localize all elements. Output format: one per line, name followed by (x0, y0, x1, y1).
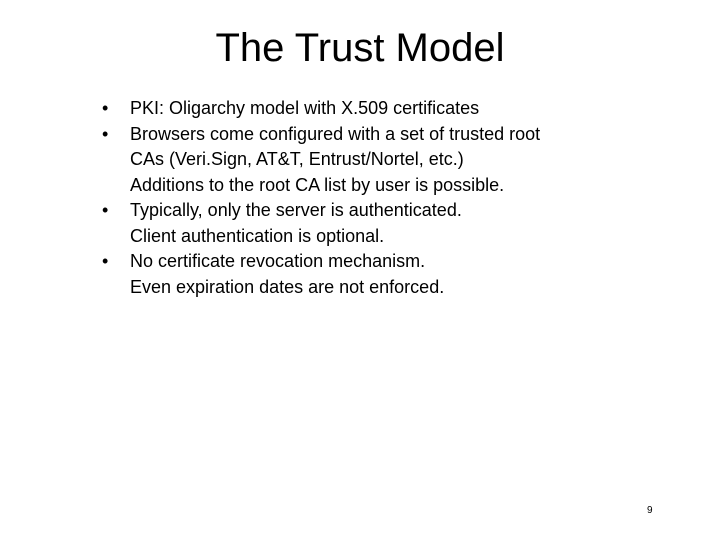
bullet-dot-icon: • (102, 251, 109, 271)
page-number: 9 (647, 505, 653, 516)
bullet-text: Typically, only the server is authenticated. (130, 200, 462, 220)
bullet-item (96, 96, 656, 122)
bullet-text: Additions to the root CA list by user is possible. (130, 174, 505, 195)
bullet-dot-icon: • (102, 98, 109, 118)
bullet-item (96, 249, 656, 300)
bullet-text: No certificate revocation mechanism. (130, 251, 426, 271)
bullet-text: PKI: Oligarchy model with X.509 certificates (130, 98, 480, 118)
bullet-text: Browsers come configured with a set of trusted root (130, 123, 541, 144)
bullet-dot-icon: • (102, 200, 109, 220)
bullet-item (96, 198, 656, 249)
bullet-list (96, 96, 656, 300)
bullet-dot-icon: • (102, 123, 109, 144)
bullet-item (96, 122, 656, 199)
bullet-text: Even expiration dates are not enforced. (130, 276, 445, 297)
bullet-text: CAs (Veri.Sign, AT&T, Entrust/Nortel, etc.) (130, 149, 464, 169)
bullet-text: Client authentication is optional. (130, 225, 385, 246)
slide-title: The Trust Model (215, 26, 505, 70)
